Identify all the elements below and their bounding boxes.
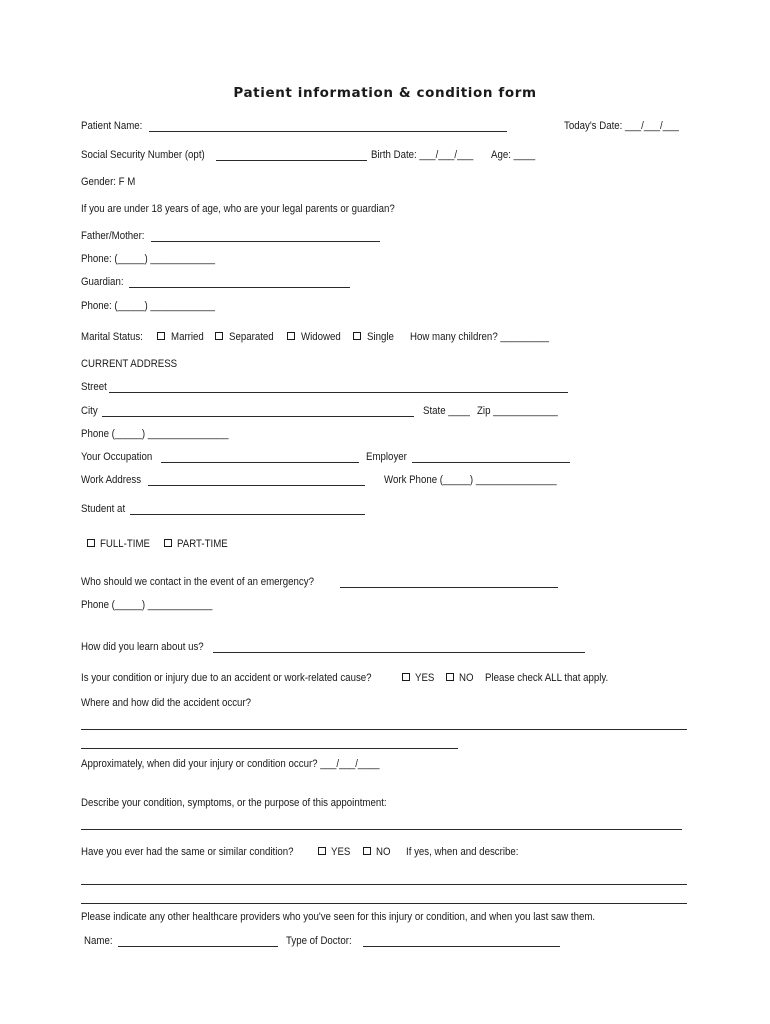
gender-label: Gender: F M (81, 176, 136, 188)
zip-label: Zip ____________ (477, 405, 558, 417)
patient-name-field[interactable] (149, 131, 507, 132)
married-label: Married (171, 331, 204, 343)
separated-label: Separated (229, 331, 274, 343)
widowed-checkbox[interactable] (287, 332, 295, 340)
street-field[interactable] (109, 392, 568, 393)
birth-date-label: Birth Date: ___/___/___ (371, 149, 474, 161)
condition-description-line[interactable] (81, 829, 682, 830)
same-condition-description-line-2[interactable] (81, 903, 687, 904)
if-yes-label: If yes, when and describe: (406, 846, 519, 858)
father-mother-label: Father/Mother: (81, 230, 145, 242)
check-all-label: Please check ALL that apply. (485, 672, 609, 684)
same-condition-no-checkbox[interactable] (363, 847, 371, 855)
same-condition-no-label: NO (376, 846, 391, 858)
occupation-label: Your Occupation (81, 451, 153, 463)
address-phone-label: Phone (_____) _______________ (81, 428, 229, 440)
provider-name-field[interactable] (118, 946, 278, 947)
occupation-field[interactable] (161, 462, 359, 463)
where-accident-question: Where and how did the accident occur? (81, 697, 252, 709)
patient-name-label: Patient Name: (81, 120, 143, 132)
phone-label-2: Phone: (_____) ____________ (81, 300, 216, 312)
learn-about-us-field[interactable] (213, 652, 585, 653)
age-label: Age: ____ (491, 149, 536, 161)
accident-yes-checkbox[interactable] (402, 673, 410, 681)
emergency-question: Who should we contact in the event of an emergency? (81, 576, 315, 588)
under18-question: If you are under 18 years of age, who are your legal parents or guardian? (81, 203, 395, 215)
employer-field[interactable] (412, 462, 570, 463)
married-checkbox[interactable] (157, 332, 165, 340)
same-condition-description-line-1[interactable] (81, 884, 687, 885)
state-label: State ____ (423, 405, 470, 417)
employer-label: Employer (366, 451, 407, 463)
widowed-label: Widowed (301, 331, 341, 343)
accident-yes-label: YES (415, 672, 435, 684)
part-time-checkbox[interactable] (164, 539, 172, 547)
accident-description-line-2[interactable] (81, 748, 458, 749)
work-address-label: Work Address (81, 474, 142, 486)
learn-about-us-label: How did you learn about us? (81, 641, 204, 653)
work-address-field[interactable] (148, 485, 365, 486)
city-field[interactable] (102, 416, 414, 417)
father-mother-field[interactable] (151, 241, 380, 242)
accident-description-line-1[interactable] (81, 729, 687, 730)
student-at-field[interactable] (130, 514, 365, 515)
accident-question: Is your condition or injury due to an accident or work-related cause? (81, 672, 372, 684)
separated-checkbox[interactable] (215, 332, 223, 340)
ssn-field[interactable] (216, 160, 367, 161)
form-title: Patient information & condition form (233, 85, 537, 101)
single-label: Single (367, 331, 394, 343)
children-count-label: How many children? _________ (410, 331, 549, 343)
guardian-label: Guardian: (81, 276, 124, 288)
injury-date-label: Approximately, when did your injury or condition occur? ___/___/____ (81, 758, 380, 770)
guardian-field[interactable] (129, 287, 350, 288)
doctor-type-field[interactable] (363, 946, 560, 947)
street-label: Street (81, 381, 107, 393)
ssn-label: Social Security Number (opt) (81, 149, 205, 161)
emergency-phone-label: Phone (_____) ____________ (81, 599, 213, 611)
describe-condition-label: Describe your condition, symptoms, or the purpose of this appointment: (81, 797, 387, 809)
student-at-label: Student at (81, 503, 126, 515)
todays-date-label: Today's Date: ___/___/___ (564, 120, 679, 132)
phone-label-1: Phone: (_____) ____________ (81, 253, 216, 265)
current-address-heading: CURRENT ADDRESS (81, 358, 178, 370)
full-time-label: FULL-TIME (100, 538, 151, 550)
city-label: City (81, 405, 98, 417)
same-condition-yes-label: YES (331, 846, 351, 858)
single-checkbox[interactable] (353, 332, 361, 340)
full-time-checkbox[interactable] (87, 539, 95, 547)
emergency-contact-field[interactable] (340, 587, 558, 588)
work-phone-label: Work Phone (_____) _______________ (384, 474, 557, 486)
marital-status-label: Marital Status: (81, 331, 143, 343)
provider-name-label: Name: (84, 935, 113, 947)
same-condition-yes-checkbox[interactable] (318, 847, 326, 855)
part-time-label: PART-TIME (177, 538, 228, 550)
doctor-type-label: Type of Doctor: (286, 935, 352, 947)
providers-question: Please indicate any other healthcare providers who you've seen for this injury or condition, and when you last saw them. (81, 911, 596, 923)
same-condition-question: Have you ever had the same or similar condition? (81, 846, 294, 858)
accident-no-checkbox[interactable] (446, 673, 454, 681)
accident-no-label: NO (459, 672, 474, 684)
